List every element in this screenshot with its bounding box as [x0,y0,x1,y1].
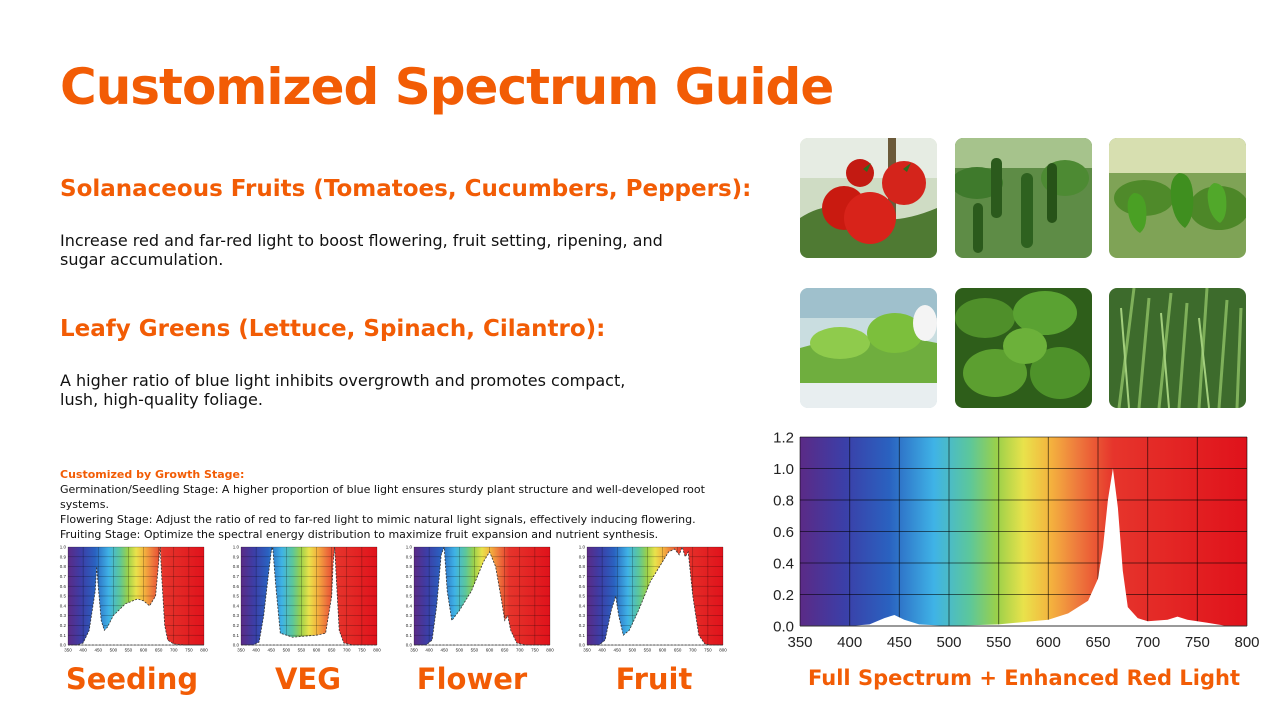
x-tick-label: 750 [1184,634,1210,651]
x-tick-label: 650 [673,647,682,653]
y-tick-label: 0.4 [773,555,794,573]
x-tick-label: 600 [312,647,321,653]
y-tick-label: 0.5 [232,593,239,599]
x-tick-label: 450 [94,647,102,653]
x-tick-label: 400 [598,647,606,653]
x-tick-label: 600 [485,647,494,653]
growth-stage-line-flowering: Flowering Stage: Adjust the ratio of red to far-red light to mimic natural light signals, effectively inducing flowering. [60,513,696,526]
x-tick-label: 500 [455,647,464,653]
section-body-fruits: Increase red and far-red light to boost flowering, fruit setting, ripening, and sugar accumulation. [60,231,663,269]
y-tick-label: 0.5 [578,593,585,599]
x-tick-label: 700 [689,647,697,653]
seeding-label: Seeding [65,662,199,696]
x-tick-label: 400 [252,647,260,653]
x-tick-label: 800 [373,647,381,653]
y-tick-label: 0.9 [232,554,239,560]
y-tick-label: 0.0 [59,642,66,648]
x-tick-label: 450 [267,647,275,653]
y-tick-label: 0.6 [59,583,66,589]
y-tick-label: 1.0 [773,460,794,478]
tomatoes-photo [800,138,937,258]
y-tick-label: 0.0 [232,642,239,648]
y-tick-label: 0.1 [405,632,412,638]
y-tick-label: 0.2 [773,586,794,604]
x-tick-label: 500 [282,647,291,653]
y-tick-label: 0.8 [773,492,794,510]
x-tick-label: 700 [1135,634,1161,651]
x-tick-label: 350 [237,647,245,653]
y-tick-label: 1.2 [773,429,794,447]
y-tick-label: 0.4 [232,603,239,609]
rosemary-photo [1109,288,1246,408]
y-tick-label: 0.6 [232,583,239,589]
basil-photo [955,288,1092,408]
y-tick-label: 0.1 [232,632,239,638]
x-tick-label: 500 [628,647,637,653]
veg-spectrum-chart [231,544,381,656]
y-tick-label: 0.5 [59,593,66,599]
main-spectrum-chart [760,425,1270,660]
x-tick-label: 400 [425,647,433,653]
fruit-spectrum-chart [577,544,727,656]
y-tick-label: 0.0 [578,642,585,648]
y-tick-label: 0.8 [232,564,239,570]
flower-spectrum-chart [404,544,554,656]
y-tick-label: 0.4 [578,603,585,609]
y-tick-label: 0.5 [405,593,412,599]
seeding-spectrum-chart [58,544,208,656]
y-tick-label: 0.7 [232,573,239,579]
y-tick-label: 0.2 [232,622,239,628]
x-tick-label: 550 [643,647,652,653]
y-tick-label: 0.6 [405,583,412,589]
x-tick-label: 750 [185,647,193,653]
x-tick-label: 350 [410,647,418,653]
y-tick-label: 0.7 [578,573,585,579]
growth-stage-line-fruiting: Fruiting Stage: Optimize the spectral energy distribution to maximize fruit expansion and nutrient synthesis. [60,528,659,541]
x-tick-label: 750 [358,647,366,653]
y-tick-label: 0.7 [405,573,412,579]
x-tick-label: 350 [64,647,72,653]
x-tick-label: 650 [500,647,509,653]
y-tick-label: 0.9 [59,554,66,560]
y-tick-label: 0.4 [405,603,412,609]
y-tick-label: 0.6 [773,523,794,541]
x-tick-label: 450 [613,647,621,653]
x-tick-label: 400 [79,647,87,653]
growth-stage-heading: Customized by Growth Stage: [60,468,245,481]
x-tick-label: 600 [1035,634,1061,651]
y-tick-label: 0.9 [578,554,585,560]
x-tick-label: 650 [1085,634,1111,651]
y-tick-label: 1.0 [59,544,66,550]
y-tick-label: 0.6 [578,583,585,589]
x-tick-label: 450 [440,647,448,653]
y-tick-label: 0.8 [578,564,585,570]
x-tick-label: 550 [297,647,306,653]
y-tick-label: 0.3 [578,613,585,619]
y-tick-label: 0.9 [405,554,412,560]
y-tick-label: 0.3 [405,613,412,619]
x-tick-label: 800 [1234,634,1260,651]
veg-label: VEG [274,662,342,696]
x-tick-label: 800 [200,647,208,653]
y-tick-label: 1.0 [578,544,585,550]
x-tick-label: 350 [787,634,813,651]
x-tick-label: 500 [936,634,962,651]
y-tick-label: 1.0 [232,544,239,550]
page-title: Customized Spectrum Guide [60,58,834,116]
growth-stage-block [60,467,750,542]
x-tick-label: 800 [719,647,727,653]
y-tick-label: 0.0 [773,618,794,636]
y-tick-label: 0.8 [405,564,412,570]
y-tick-label: 0.0 [405,642,412,648]
x-tick-label: 650 [327,647,336,653]
x-tick-label: 600 [139,647,148,653]
y-tick-label: 0.4 [59,603,66,609]
x-tick-label: 650 [154,647,163,653]
x-tick-label: 800 [546,647,554,653]
lettuce-photo [800,288,937,408]
x-tick-label: 400 [837,634,863,651]
x-tick-label: 750 [531,647,539,653]
y-tick-label: 0.1 [578,632,585,638]
x-tick-label: 750 [704,647,712,653]
y-tick-label: 0.7 [59,573,66,579]
peppers-photo [1109,138,1246,258]
section-body-greens: A higher ratio of blue light inhibits overgrowth and promotes compact, lush, high-quality foliage. [60,371,626,409]
section-heading-greens: Leafy Greens (Lettuce, Spinach, Cilantro): [60,316,606,342]
x-tick-label: 700 [170,647,178,653]
x-tick-label: 450 [886,634,912,651]
x-tick-label: 700 [343,647,351,653]
y-tick-label: 0.2 [59,622,66,628]
x-tick-label: 600 [658,647,667,653]
x-tick-label: 550 [986,634,1012,651]
y-tick-label: 0.3 [59,613,66,619]
growth-stage-line-seedling: Germination/Seedling Stage: A higher proportion of blue light ensures sturdy plant structure and well-developed root systems. [60,483,705,511]
x-tick-label: 350 [583,647,591,653]
cucumbers-photo [955,138,1092,258]
main-chart-label: Full Spectrum + Enhanced Red Light [807,666,1240,690]
fruit-label: Fruit [615,662,693,696]
x-tick-label: 550 [124,647,133,653]
y-tick-label: 0.2 [405,622,412,628]
y-tick-label: 0.3 [232,613,239,619]
y-tick-label: 0.8 [59,564,66,570]
x-tick-label: 500 [109,647,118,653]
x-tick-label: 550 [470,647,479,653]
y-tick-label: 1.0 [405,544,412,550]
y-tick-label: 0.2 [578,622,585,628]
section-heading-fruits: Solanaceous Fruits (Tomatoes, Cucumbers, Peppers): [60,176,752,202]
flower-label: Flower [416,662,528,696]
x-tick-label: 700 [516,647,524,653]
y-tick-label: 0.1 [59,632,66,638]
